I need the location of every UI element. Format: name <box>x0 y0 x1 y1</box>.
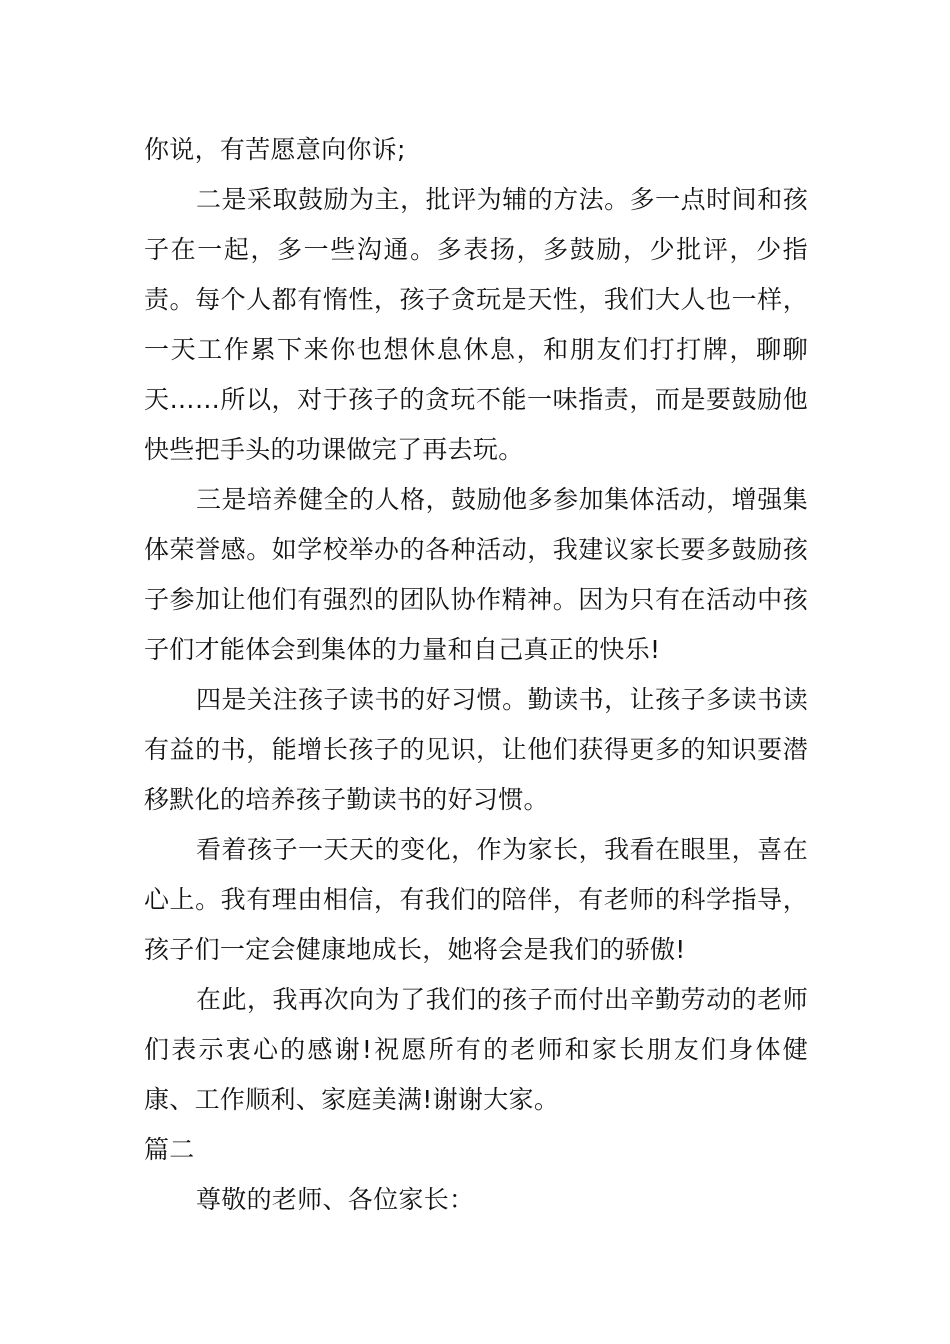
paragraph-continuation: 你说，有苦愿意向你诉; <box>144 135 406 164</box>
paragraph-reading-habit: 四是关注孩子读书的好习惯。勤读书，让孩子多读书读有益的书，能增长孩子的见识，让他们获得更多的知识要潜移默化的培养孩子勤读书的好习惯。 <box>144 685 808 814</box>
paragraph-growth: 看着孩子一天天的变化，作为家长，我看在眼里，喜在心上。我有理由相信，有我们的陪伴，有老师的科学指导，孩子们一定会健康地成长，她将会是我们的骄傲! <box>144 835 808 964</box>
paragraph-encouragement: 二是采取鼓励为主，批评为辅的方法。多一点时间和孩子在一起，多一些沟通。多表扬，多鼓励，少批评，少指责。每个人都有惰性，孩子贪玩是天性，我们大人也一样，一天工作累下来你也想休息休息，和朋友们打打牌，聊聊天……所以，对于孩子的贪玩不能一味指责，而是要鼓励他快些把手头的功课做完了再去玩。 <box>144 185 808 464</box>
salutation: 尊敬的老师、各位家长： <box>196 1185 475 1214</box>
section-heading: 篇二 <box>144 1135 195 1164</box>
paragraph-personality: 三是培养健全的人格，鼓励他多参加集体活动，增强集体荣誉感。如学校举办的各种活动，我建议家长要多鼓励孩子参加让他们有强烈的团队协作精神。因为只有在活动中孩子们才能体会到集体的力量和自己真正的快乐! <box>144 485 808 664</box>
paragraph-thanks: 在此，我再次向为了我们的孩子而付出辛勤劳动的老师们表示衷心的感谢!祝愿所有的老师和家长朋友们身体健康、工作顺利、家庭美满!谢谢大家。 <box>144 985 808 1114</box>
document-body <box>144 125 808 1225</box>
